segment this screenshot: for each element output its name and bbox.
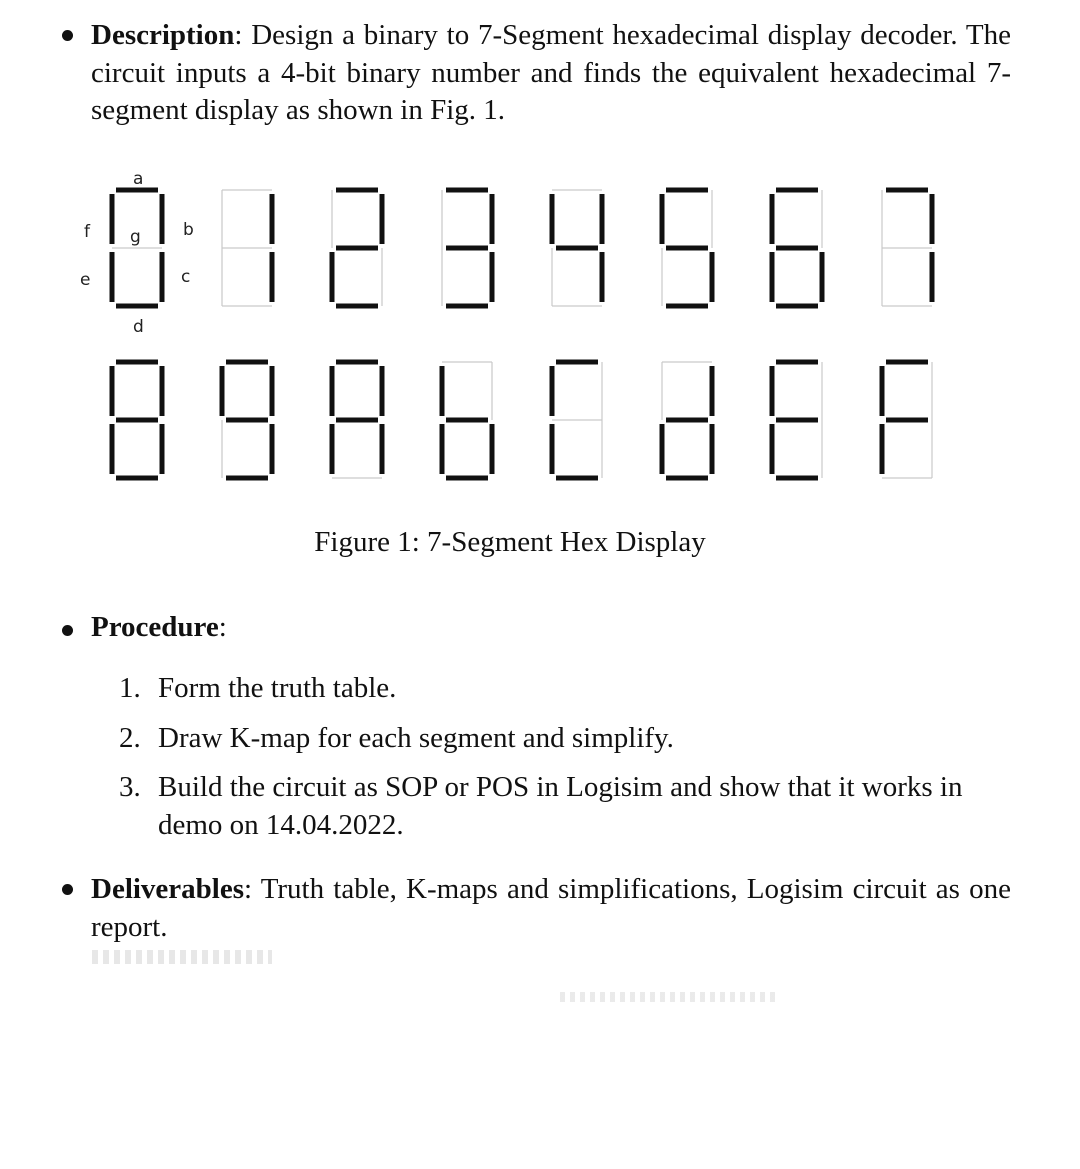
segment-label-e: e — [80, 270, 91, 290]
procedure-label: Procedure — [91, 611, 219, 643]
procedure-heading: Procedure: — [91, 611, 227, 643]
segment-label-d: d — [133, 317, 144, 337]
procedure-step — [119, 769, 1014, 844]
figure-caption: Figure 1: 7-Segment Hex Display — [314, 526, 706, 558]
description-bullet — [62, 30, 73, 41]
hex-digit-2 — [332, 190, 382, 306]
segment-label-f: f — [84, 222, 90, 242]
procedure-step — [119, 720, 1014, 758]
deliverables-text: Truth table, K-maps and simplifications, Logisim circuit as one report. — [91, 873, 1011, 943]
hex-digit-8 — [112, 362, 162, 478]
segment-label-c: c — [181, 267, 191, 287]
segment-label-g: g — [130, 227, 141, 247]
faded-residue-1 — [92, 950, 272, 964]
hex-digit-C — [552, 362, 602, 478]
digits-layer — [112, 190, 932, 478]
deliverables-label: Deliverables — [91, 873, 245, 905]
hex-digit-4 — [552, 190, 602, 306]
segment-label-a: a — [133, 169, 144, 189]
description-paragraph: Description: Design a binary to 7-Segment hexadecimal display decoder. The circuit inputs a 4-bit binary number and finds the equivalent hexadecimal 7-segment display as shown in Fig. 1. — [91, 19, 1011, 126]
step-text: Build the circuit as SOP or POS in Logisim and show that it works in demo on 14.04.2022. — [158, 771, 963, 841]
hex-digit-7 — [882, 190, 932, 306]
procedure-steps — [119, 670, 1014, 856]
hex-digit-1 — [222, 190, 272, 306]
hex-digit-E — [772, 362, 822, 478]
description-label: Description — [91, 19, 235, 51]
faded-residue-2 — [560, 992, 780, 1002]
seven-segment-figure — [0, 150, 1080, 510]
hex-digit-b — [442, 362, 492, 478]
segment-label-b: b — [183, 220, 194, 240]
deliverables-paragraph: Deliverables: Truth table, K-maps and simplifications, Logisim circuit as one report. — [91, 873, 1011, 943]
procedure-step — [119, 670, 1014, 708]
procedure-bullet — [62, 625, 73, 636]
step-number: 2. — [119, 721, 141, 754]
hex-digit-0 — [112, 190, 162, 306]
segment-labels — [80, 169, 194, 337]
description-text: Design a binary to 7-Segment hexadecimal display decoder. The circuit inputs a 4-bit binary number and finds the equivalent hexadecimal 7-segment display as shown in Fig. 1. — [91, 19, 1011, 126]
step-text: Form the truth table. — [158, 672, 397, 704]
hex-digit-9 — [222, 362, 272, 478]
hex-digit-3 — [442, 190, 492, 306]
hex-digit-A — [332, 362, 382, 478]
hex-digit-6 — [772, 190, 822, 306]
deliverables-bullet — [62, 884, 73, 895]
hex-digit-5 — [662, 190, 712, 306]
step-number: 3. — [119, 771, 141, 803]
step-text: Draw K-map for each segment and simplify. — [158, 721, 674, 754]
hex-digit-d — [662, 362, 712, 478]
step-number: 1. — [119, 672, 141, 704]
hex-digit-F — [882, 362, 932, 478]
